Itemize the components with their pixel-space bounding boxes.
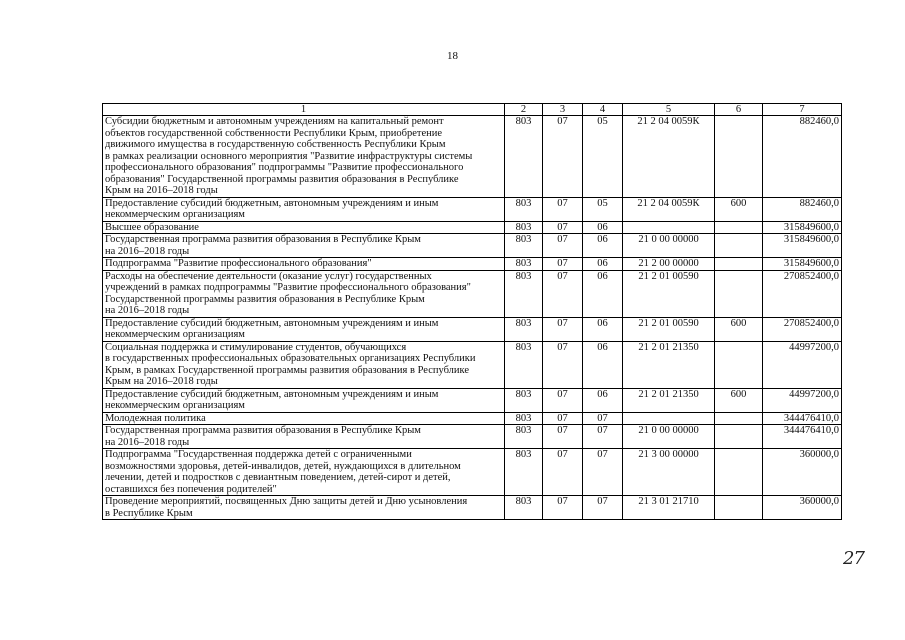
table-row [103,116,842,198]
row-section-code: 07 [543,388,583,412]
row-section-code: 07 [543,425,583,449]
row-subsection-code: 07 [583,449,623,496]
row-section-code: 07 [543,496,583,520]
table-row [103,341,842,388]
row-amount: 882460,0 [763,116,842,198]
row-amount: 344476410,0 [763,425,842,449]
table-row [103,388,842,412]
row-ministry-code: 803 [505,425,543,449]
row-expense-type [715,258,763,271]
row-ministry-code: 803 [505,258,543,271]
header-col-1: 1 [103,104,505,116]
header-col-6: 6 [715,104,763,116]
row-section-code: 07 [543,258,583,271]
row-target-code: 21 2 04 0059К [623,116,715,198]
row-name: Предоставление субсидий бюджетным, автономным учреждениям и иным некоммерческим организациям [103,197,505,221]
table-row [103,258,842,271]
row-expense-type [715,412,763,425]
row-target-code: 21 3 00 00000 [623,449,715,496]
row-ministry-code: 803 [505,116,543,198]
row-name: Государственная программа развития образования в Республике Крым на 2016–2018 годы [103,425,505,449]
row-name: Социальная поддержка и стимулирование студентов, обучающихся в государственных профессиональных образовательных организациях Республики Крым, в рамках Государственной программы развития образования в Республике Крым на 2016–2018 годы [103,341,505,388]
row-target-code: 21 0 00 00000 [623,425,715,449]
table-row [103,412,842,425]
row-section-code: 07 [543,270,583,317]
row-section-code: 07 [543,234,583,258]
handwritten-page-mark: 27 [843,548,864,569]
row-ministry-code: 803 [505,412,543,425]
row-amount: 44997200,0 [763,388,842,412]
header-col-7: 7 [763,104,842,116]
header-col-5: 5 [623,104,715,116]
row-target-code: 21 2 01 21350 [623,388,715,412]
row-target-code: 21 0 00 00000 [623,234,715,258]
row-amount: 315849600,0 [763,258,842,271]
row-ministry-code: 803 [505,197,543,221]
row-amount: 270852400,0 [763,317,842,341]
row-name: Высшее образование [103,221,505,234]
row-amount: 315849600,0 [763,221,842,234]
row-name: Расходы на обеспечение деятельности (оказание услуг) государственных учреждений в рамках подпрограммы "Развитие профессионального образования" Государственной программы развития образования в Республике Крым на 2016–2018 годы [103,270,505,317]
row-target-code: 21 3 01 21710 [623,496,715,520]
row-subsection-code: 06 [583,221,623,234]
row-expense-type [715,449,763,496]
table-row [103,270,842,317]
row-name: Государственная программа развития образования в Республике Крым на 2016–2018 годы [103,234,505,258]
table-row [103,425,842,449]
row-subsection-code: 06 [583,388,623,412]
row-ministry-code: 803 [505,221,543,234]
header-row [103,104,842,116]
row-expense-type [715,221,763,234]
row-expense-type: 600 [715,317,763,341]
row-expense-type [715,496,763,520]
row-amount: 315849600,0 [763,234,842,258]
row-subsection-code: 07 [583,496,623,520]
row-name: Подпрограмма "Государственная поддержка детей с ограниченными возможностями здоровья, детей-инвалидов, детей, нуждающихся в длительном лечении, детей и подростков с девиантным поведением, детей-сирот и детей, оставшихся без попечения родителей" [103,449,505,496]
row-section-code: 07 [543,341,583,388]
table-row [103,317,842,341]
row-amount: 360000,0 [763,449,842,496]
row-amount: 882460,0 [763,197,842,221]
budget-table [102,103,842,520]
row-subsection-code: 05 [583,116,623,198]
row-name: Предоставление субсидий бюджетным, автономным учреждениям и иным некоммерческим организациям [103,388,505,412]
header-col-2: 2 [505,104,543,116]
row-target-code: 21 2 01 00590 [623,270,715,317]
row-amount: 360000,0 [763,496,842,520]
row-expense-type: 600 [715,197,763,221]
table-row [103,221,842,234]
row-amount: 344476410,0 [763,412,842,425]
row-name: Молодежная политика [103,412,505,425]
row-expense-type: 600 [715,388,763,412]
page-number: 18 [447,50,458,62]
row-name: Подпрограмма "Развитие профессионального образования" [103,258,505,271]
table-row [103,449,842,496]
row-expense-type [715,270,763,317]
row-amount: 270852400,0 [763,270,842,317]
row-name: Проведение мероприятий, посвященных Дню защиты детей и Дню усыновления в Республике Крым [103,496,505,520]
row-section-code: 07 [543,412,583,425]
row-target-code: 21 2 01 00590 [623,317,715,341]
row-subsection-code: 06 [583,317,623,341]
row-subsection-code: 06 [583,341,623,388]
row-name: Предоставление субсидий бюджетным, автономным учреждениям и иным некоммерческим организациям [103,317,505,341]
row-ministry-code: 803 [505,234,543,258]
row-name: Субсидии бюджетным и автономным учреждениям на капитальный ремонт объектов государственной собственности Республики Крым, приобретение движимого имущества в государственную собственность Республики Крым в рамках реализации основного мероприятия "Развитие инфраструктуры системы профессионального образования" подпрограммы "Развитие профессионального образования" Государственной программы развития образования в Республике Крым на 2016–2018 годы [103,116,505,198]
row-subsection-code: 06 [583,258,623,271]
header-col-3: 3 [543,104,583,116]
row-subsection-code: 07 [583,425,623,449]
row-expense-type [715,234,763,258]
row-subsection-code: 07 [583,412,623,425]
row-ministry-code: 803 [505,270,543,317]
row-expense-type [715,341,763,388]
row-ministry-code: 803 [505,317,543,341]
row-target-code: 21 2 04 0059К [623,197,715,221]
row-ministry-code: 803 [505,496,543,520]
row-expense-type [715,425,763,449]
table-row [103,234,842,258]
row-target-code: 21 2 01 21350 [623,341,715,388]
row-expense-type [715,116,763,198]
table-row [103,496,842,520]
row-target-code [623,221,715,234]
row-target-code [623,412,715,425]
row-subsection-code: 06 [583,234,623,258]
row-ministry-code: 803 [505,449,543,496]
row-section-code: 07 [543,116,583,198]
row-subsection-code: 05 [583,197,623,221]
row-section-code: 07 [543,221,583,234]
row-subsection-code: 06 [583,270,623,317]
header-col-4: 4 [583,104,623,116]
row-ministry-code: 803 [505,388,543,412]
row-target-code: 21 2 00 00000 [623,258,715,271]
row-section-code: 07 [543,197,583,221]
row-ministry-code: 803 [505,341,543,388]
row-amount: 44997200,0 [763,341,842,388]
row-section-code: 07 [543,449,583,496]
table-row [103,197,842,221]
row-section-code: 07 [543,317,583,341]
